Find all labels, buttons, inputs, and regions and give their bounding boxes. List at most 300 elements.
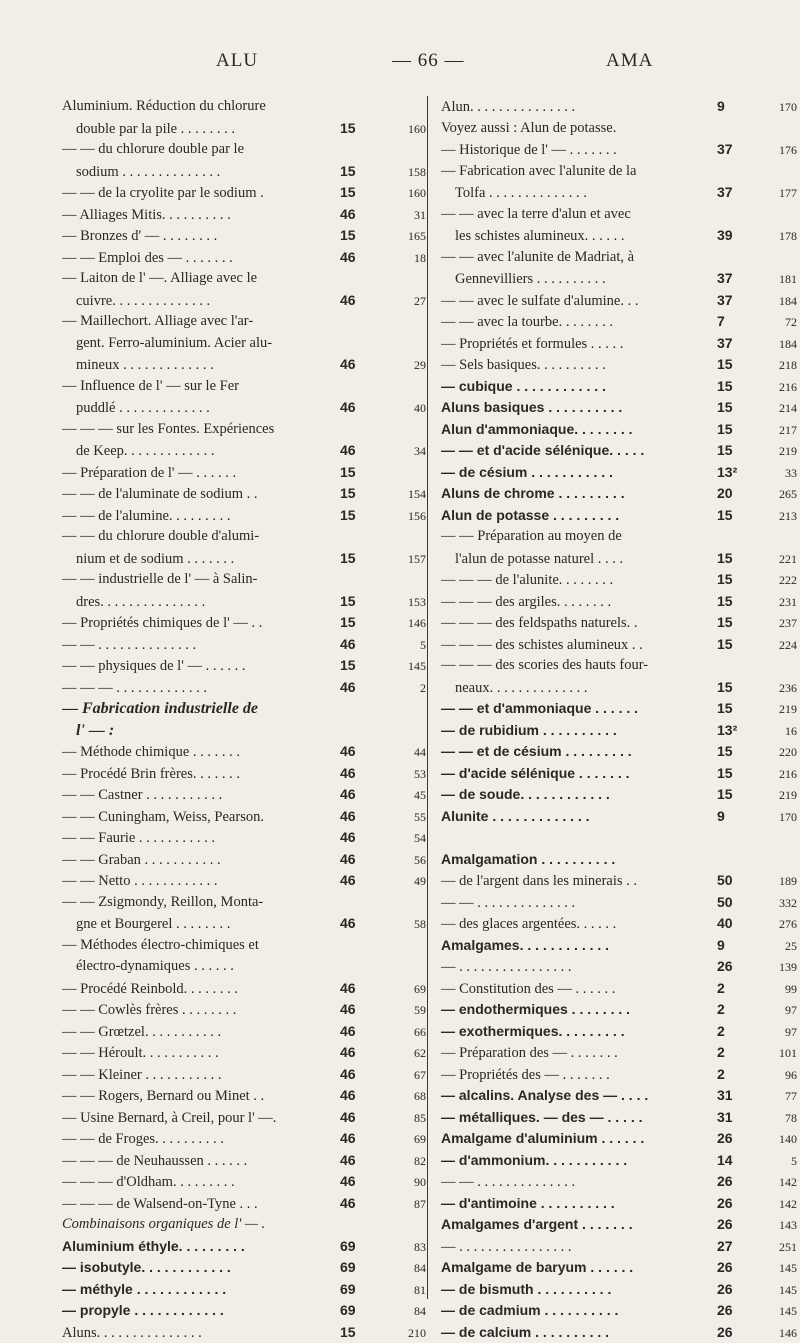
index-entry bbox=[62, 634, 426, 656]
entry-page: 146 bbox=[757, 1323, 797, 1343]
index-entry bbox=[62, 892, 426, 914]
entry-text: — Propriétés des — . . . . . . . bbox=[441, 1065, 717, 1086]
header-right-keyword: AMA bbox=[606, 50, 653, 72]
entry-page: 178 bbox=[757, 226, 797, 247]
index-entry bbox=[62, 1257, 426, 1279]
index-entry bbox=[441, 1193, 797, 1215]
entry-page: 53 bbox=[376, 764, 426, 785]
entry-page: 220 bbox=[757, 742, 797, 763]
index-entry bbox=[62, 956, 426, 978]
entry-volume: 15 bbox=[717, 354, 757, 376]
entry-page: 143 bbox=[757, 1215, 797, 1236]
index-entry bbox=[441, 1257, 797, 1279]
entry-volume: 46 bbox=[340, 1064, 376, 1086]
entry-text: sodium . . . . . . . . . . . . . . bbox=[62, 162, 340, 183]
entry-text: — Laiton de l' —. Alliage avec le bbox=[62, 268, 340, 290]
entry-volume: 46 bbox=[340, 763, 376, 785]
entry-text: — — . . . . . . . . . . . . . . bbox=[62, 635, 340, 656]
entry-page: 59 bbox=[376, 1000, 426, 1021]
entry-page: 87 bbox=[376, 1194, 426, 1215]
entry-volume: 15 bbox=[340, 505, 376, 527]
index-entry bbox=[62, 1085, 426, 1107]
entry-page: 5 bbox=[376, 635, 426, 656]
entry-volume: 46 bbox=[340, 1171, 376, 1193]
index-entry bbox=[62, 182, 426, 204]
entry-text: Aluns basiques . . . . . . . . . . bbox=[441, 397, 717, 419]
entry-text: — — Emploi des — . . . . . . . bbox=[62, 248, 340, 269]
entry-page: 184 bbox=[757, 334, 797, 355]
entry-volume: 15 bbox=[717, 569, 757, 591]
entry-text: — Fabrication industrielle de bbox=[62, 698, 340, 720]
entry-text: — Procédé Reinbold. . . . . . . . bbox=[62, 979, 340, 1000]
entry-text: neaux. . . . . . . . . . . . . . bbox=[441, 678, 717, 699]
entry-text: — — — de Walsend-on-Tyne . . . bbox=[62, 1194, 340, 1215]
entry-page: 265 bbox=[757, 484, 797, 505]
entry-volume: 26 bbox=[717, 1322, 757, 1343]
entry-text: — alcalins. Analyse des — . . . . bbox=[441, 1085, 717, 1107]
entry-page: 96 bbox=[757, 1065, 797, 1086]
entry-volume: 15 bbox=[340, 118, 376, 140]
index-entry bbox=[441, 1064, 797, 1086]
entry-page: 217 bbox=[757, 420, 797, 441]
entry-page: 27 bbox=[376, 291, 426, 312]
entry-text: l' — : bbox=[62, 720, 340, 742]
entry-page: 77 bbox=[757, 1086, 797, 1107]
entry-volume: 46 bbox=[340, 1128, 376, 1150]
index-entry bbox=[441, 139, 797, 161]
entry-text: mineux . . . . . . . . . . . . . bbox=[62, 355, 340, 376]
entry-volume: 46 bbox=[340, 1085, 376, 1107]
entry-text: — Sels basiques. . . . . . . . . . bbox=[441, 355, 717, 376]
entry-volume: 39 bbox=[717, 225, 757, 247]
entry-text: — — Cuningham, Weiss, Pearson. bbox=[62, 807, 340, 828]
entry-volume: 46 bbox=[340, 1150, 376, 1172]
index-entry bbox=[441, 225, 797, 247]
entry-page: 145 bbox=[757, 1280, 797, 1301]
entry-page: 218 bbox=[757, 355, 797, 376]
entry-text: — cubique . . . . . . . . . . . . bbox=[441, 376, 717, 398]
index-entry bbox=[441, 677, 797, 699]
entry-text: — — . . . . . . . . . . . . . . bbox=[441, 893, 717, 914]
index-entry bbox=[62, 118, 426, 140]
entry-page: 156 bbox=[376, 506, 426, 527]
entry-volume: 69 bbox=[340, 1279, 376, 1301]
entry-volume: 2 bbox=[717, 1064, 757, 1086]
entry-text: — exothermiques. . . . . . . . . bbox=[441, 1021, 717, 1043]
entry-page: 58 bbox=[376, 914, 426, 935]
index-entry bbox=[441, 397, 797, 419]
entry-text: Combinaisons organiques de l' — . bbox=[62, 1214, 340, 1236]
entry-volume: 15 bbox=[340, 483, 376, 505]
index-entry bbox=[441, 634, 797, 656]
entry-page: 72 bbox=[757, 312, 797, 333]
entry-text: — — — sur les Fontes. Expériences bbox=[62, 419, 340, 441]
entry-text: les schistes alumineux. . . . . . bbox=[441, 226, 717, 247]
index-entry bbox=[62, 784, 426, 806]
entry-volume: 46 bbox=[340, 204, 376, 226]
entry-text: — — Faurie . . . . . . . . . . . bbox=[62, 828, 340, 849]
index-entry bbox=[441, 376, 797, 398]
entry-text: — — — des argiles. . . . . . . . bbox=[441, 592, 717, 613]
entry-page: 145 bbox=[757, 1301, 797, 1322]
entry-volume: 9 bbox=[717, 806, 757, 828]
entry-text: — — et d'ammoniaque . . . . . . bbox=[441, 698, 717, 720]
index-entry bbox=[441, 1322, 797, 1343]
entry-volume: 15 bbox=[717, 440, 757, 462]
entry-text: dres. . . . . . . . . . . . . . . bbox=[62, 592, 340, 613]
entry-text: — — . . . . . . . . . . . . . . bbox=[441, 1172, 717, 1193]
entry-page: 332 bbox=[757, 893, 797, 914]
entry-text: — — de Froges. . . . . . . . . . bbox=[62, 1129, 340, 1150]
index-entry bbox=[62, 247, 426, 269]
left-index-column bbox=[62, 96, 426, 1343]
entry-volume: 14 bbox=[717, 1150, 757, 1172]
index-entry bbox=[441, 1128, 797, 1150]
entry-text: Aluns de chrome . . . . . . . . . bbox=[441, 483, 717, 505]
index-entry bbox=[441, 96, 797, 118]
entry-volume: 15 bbox=[717, 634, 757, 656]
header-left-keyword: ALU bbox=[216, 50, 258, 72]
entry-page: 142 bbox=[757, 1194, 797, 1215]
entry-page: 214 bbox=[757, 398, 797, 419]
index-entry bbox=[441, 935, 797, 957]
entry-volume: 69 bbox=[340, 1236, 376, 1258]
entry-text: — — de l'alumine. . . . . . . . . bbox=[62, 506, 340, 527]
entry-page: 49 bbox=[376, 871, 426, 892]
entry-volume: 15 bbox=[717, 419, 757, 441]
entry-text: — de césium . . . . . . . . . . . bbox=[441, 462, 717, 484]
entry-volume: 37 bbox=[717, 333, 757, 355]
index-entry bbox=[441, 827, 797, 849]
entry-volume: 2 bbox=[717, 978, 757, 1000]
index-entry bbox=[62, 720, 426, 742]
entry-volume: 46 bbox=[340, 999, 376, 1021]
entry-text: — — avec la tourbe. . . . . . . . bbox=[441, 312, 717, 333]
entry-volume: 15 bbox=[340, 182, 376, 204]
entry-page: 18 bbox=[376, 248, 426, 269]
entry-text: gne et Bourgerel . . . . . . . . bbox=[62, 914, 340, 935]
entry-page: 140 bbox=[757, 1129, 797, 1150]
entry-page: 224 bbox=[757, 635, 797, 656]
entry-page: 66 bbox=[376, 1022, 426, 1043]
index-entry bbox=[441, 999, 797, 1021]
index-entry bbox=[441, 505, 797, 527]
entry-text: Tolfa . . . . . . . . . . . . . . bbox=[441, 183, 717, 204]
entry-page: 25 bbox=[757, 936, 797, 957]
entry-page: 40 bbox=[376, 398, 426, 419]
entry-page: 99 bbox=[757, 979, 797, 1000]
index-entry bbox=[62, 1150, 426, 1172]
entry-volume: 15 bbox=[340, 161, 376, 183]
entry-text: gent. Ferro-aluminium. Acier alu- bbox=[62, 333, 340, 355]
entry-volume: 9 bbox=[717, 935, 757, 957]
entry-text: — de cadmium . . . . . . . . . . bbox=[441, 1300, 717, 1322]
entry-volume: 15 bbox=[717, 612, 757, 634]
entry-page: 219 bbox=[757, 441, 797, 462]
entry-page: 222 bbox=[757, 570, 797, 591]
index-entry bbox=[441, 526, 797, 548]
entry-volume: 46 bbox=[340, 806, 376, 828]
entry-text: — propyle . . . . . . . . . . . . bbox=[62, 1300, 340, 1322]
index-entry bbox=[62, 225, 426, 247]
index-entry bbox=[441, 1300, 797, 1322]
entry-text: — . . . . . . . . . . . . . . . . bbox=[441, 1237, 717, 1258]
entry-text: Amalgame d'aluminium . . . . . . bbox=[441, 1128, 717, 1150]
index-entry bbox=[62, 1042, 426, 1064]
entry-volume: 46 bbox=[340, 913, 376, 935]
entry-text: — endothermiques . . . . . . . . bbox=[441, 999, 717, 1021]
index-entry bbox=[441, 1279, 797, 1301]
index-entry bbox=[441, 462, 797, 484]
entry-volume: 15 bbox=[717, 741, 757, 763]
entry-page: 69 bbox=[376, 1129, 426, 1150]
index-entry bbox=[441, 1042, 797, 1064]
entry-text: Amalgamation . . . . . . . . . . bbox=[441, 849, 717, 871]
index-entry bbox=[62, 978, 426, 1000]
entry-text: électro-dynamiques . . . . . . bbox=[62, 956, 340, 978]
entry-page: 219 bbox=[757, 785, 797, 806]
entry-page: 237 bbox=[757, 613, 797, 634]
entry-text: — méthyle . . . . . . . . . . . . bbox=[62, 1279, 340, 1301]
index-entry bbox=[441, 311, 797, 333]
entry-text: — de soude. . . . . . . . . . . . bbox=[441, 784, 717, 806]
index-entry bbox=[62, 935, 426, 957]
index-entry bbox=[62, 505, 426, 527]
index-entry bbox=[441, 913, 797, 935]
index-entry bbox=[441, 698, 797, 720]
entry-page: 44 bbox=[376, 742, 426, 763]
index-entry bbox=[62, 161, 426, 183]
entry-volume: 46 bbox=[340, 827, 376, 849]
index-entry bbox=[62, 806, 426, 828]
entry-text: Aluminium éthyle. . . . . . . . . bbox=[62, 1236, 340, 1258]
entry-page: 54 bbox=[376, 828, 426, 849]
entry-volume: 46 bbox=[340, 741, 376, 763]
index-entry bbox=[441, 1236, 797, 1258]
entry-volume: 15 bbox=[340, 591, 376, 613]
entry-text: — — Héroult. . . . . . . . . . . bbox=[62, 1043, 340, 1064]
index-entry bbox=[62, 1300, 426, 1322]
entry-text: Gennevilliers . . . . . . . . . . bbox=[441, 269, 717, 290]
entry-volume: 31 bbox=[717, 1085, 757, 1107]
index-entry bbox=[62, 1128, 426, 1150]
entry-volume: 37 bbox=[717, 268, 757, 290]
index-entry bbox=[62, 741, 426, 763]
index-entry bbox=[62, 1107, 426, 1129]
entry-text: — — Grœtzel. . . . . . . . . . . bbox=[62, 1022, 340, 1043]
entry-text: — — Rogers, Bernard ou Minet . . bbox=[62, 1086, 340, 1107]
entry-page: 210 bbox=[376, 1323, 426, 1343]
entry-text: — Préparation des — . . . . . . . bbox=[441, 1043, 717, 1064]
index-entry bbox=[62, 376, 426, 398]
entry-volume: 46 bbox=[340, 247, 376, 269]
index-entry bbox=[441, 118, 797, 140]
entry-text: — — — d'Oldham. . . . . . . . . bbox=[62, 1172, 340, 1193]
index-entry bbox=[441, 440, 797, 462]
index-entry bbox=[62, 462, 426, 484]
index-entry bbox=[441, 419, 797, 441]
entry-text: — — — des feldspaths naturels. . bbox=[441, 613, 717, 634]
index-entry bbox=[441, 548, 797, 570]
index-entry bbox=[62, 96, 426, 118]
entry-text: Aluns. . . . . . . . . . . . . . . bbox=[62, 1323, 340, 1343]
entry-text: — Constitution des — . . . . . . bbox=[441, 979, 717, 1000]
index-entry bbox=[441, 1214, 797, 1236]
entry-volume: 15 bbox=[340, 1322, 376, 1343]
entry-volume: 46 bbox=[340, 440, 376, 462]
entry-page: 189 bbox=[757, 871, 797, 892]
entry-text: — — Graban . . . . . . . . . . . bbox=[62, 850, 340, 871]
entry-page: 251 bbox=[757, 1237, 797, 1258]
index-entry bbox=[441, 268, 797, 290]
entry-page: 165 bbox=[376, 226, 426, 247]
entry-volume: 9 bbox=[717, 96, 757, 118]
entry-text: — Historique de l' — . . . . . . . bbox=[441, 140, 717, 161]
entry-text: — — — . . . . . . . . . . . . . bbox=[62, 678, 340, 699]
entry-volume: 2 bbox=[717, 1021, 757, 1043]
entry-volume: 15 bbox=[717, 376, 757, 398]
index-entry bbox=[441, 290, 797, 312]
index-entry bbox=[441, 247, 797, 269]
entry-text: Alun de potasse . . . . . . . . . bbox=[441, 505, 717, 527]
entry-volume: 37 bbox=[717, 182, 757, 204]
entry-page: 83 bbox=[376, 1237, 426, 1258]
entry-volume: 13² bbox=[717, 462, 757, 484]
entry-volume: 69 bbox=[340, 1300, 376, 1322]
entry-volume: 46 bbox=[340, 677, 376, 699]
entry-text: — — — de l'alunite. . . . . . . . bbox=[441, 570, 717, 591]
entry-page: 90 bbox=[376, 1172, 426, 1193]
entry-volume: 27 bbox=[717, 1236, 757, 1258]
entry-page: 82 bbox=[376, 1151, 426, 1172]
entry-page: 160 bbox=[376, 119, 426, 140]
entry-text: — métalliques. — des — . . . . . bbox=[441, 1107, 717, 1129]
index-entry bbox=[441, 1107, 797, 1129]
entry-volume: 50 bbox=[717, 892, 757, 914]
entry-text: puddlé . . . . . . . . . . . . . bbox=[62, 398, 340, 419]
entry-text: — — du chlorure double par le bbox=[62, 139, 340, 161]
index-entry bbox=[441, 763, 797, 785]
entry-text: — d'antimoine . . . . . . . . . . bbox=[441, 1193, 717, 1215]
entry-page: 157 bbox=[376, 549, 426, 570]
index-entry bbox=[62, 548, 426, 570]
column-divider bbox=[427, 96, 428, 1299]
entry-page: 160 bbox=[376, 183, 426, 204]
index-entry bbox=[62, 1171, 426, 1193]
entry-page: 29 bbox=[376, 355, 426, 376]
entry-volume: 37 bbox=[717, 290, 757, 312]
entry-page: 101 bbox=[757, 1043, 797, 1064]
index-entry bbox=[62, 913, 426, 935]
page-number: — 66 — bbox=[392, 50, 465, 72]
entry-text: — — Netto . . . . . . . . . . . . bbox=[62, 871, 340, 892]
entry-volume: 15 bbox=[717, 763, 757, 785]
entry-page: 146 bbox=[376, 613, 426, 634]
entry-page: 78 bbox=[757, 1108, 797, 1129]
index-entry bbox=[441, 784, 797, 806]
index-entry bbox=[441, 655, 797, 677]
entry-page: 139 bbox=[757, 957, 797, 978]
entry-text: Amalgames d'argent . . . . . . . bbox=[441, 1214, 717, 1236]
entry-volume: 50 bbox=[717, 870, 757, 892]
entry-volume: 26 bbox=[717, 1128, 757, 1150]
index-entry bbox=[441, 483, 797, 505]
index-entry bbox=[62, 655, 426, 677]
entry-page: 33 bbox=[757, 463, 797, 484]
entry-page: 68 bbox=[376, 1086, 426, 1107]
entry-page: 221 bbox=[757, 549, 797, 570]
entry-text: — d'ammonium. . . . . . . . . . . bbox=[441, 1150, 717, 1172]
entry-volume: 46 bbox=[340, 1193, 376, 1215]
entry-page: 231 bbox=[757, 592, 797, 613]
entry-page: 158 bbox=[376, 162, 426, 183]
index-entry bbox=[441, 741, 797, 763]
entry-text: — — Kleiner . . . . . . . . . . . bbox=[62, 1065, 340, 1086]
entry-text: — Bronzes d' — . . . . . . . . bbox=[62, 226, 340, 247]
index-entry bbox=[441, 591, 797, 613]
entry-page: 213 bbox=[757, 506, 797, 527]
index-entry bbox=[62, 999, 426, 1021]
entry-page: 45 bbox=[376, 785, 426, 806]
index-entry bbox=[441, 1150, 797, 1172]
entry-text: — — et de césium . . . . . . . . . bbox=[441, 741, 717, 763]
entry-volume: 15 bbox=[717, 591, 757, 613]
entry-volume: 2 bbox=[717, 1042, 757, 1064]
entry-volume: 15 bbox=[340, 548, 376, 570]
index-entry bbox=[62, 569, 426, 591]
index-entry bbox=[62, 612, 426, 634]
entry-page: 219 bbox=[757, 699, 797, 720]
entry-text: — de bismuth . . . . . . . . . . bbox=[441, 1279, 717, 1301]
entry-volume: 46 bbox=[340, 1021, 376, 1043]
index-entry bbox=[441, 870, 797, 892]
entry-text: l'alun de potasse naturel . . . . bbox=[441, 549, 717, 570]
index-entry bbox=[62, 1279, 426, 1301]
entry-volume: 26 bbox=[717, 1279, 757, 1301]
entry-volume: 15 bbox=[717, 677, 757, 699]
entry-text: Amalgames. . . . . . . . . . . . bbox=[441, 935, 717, 957]
entry-volume: 2 bbox=[717, 999, 757, 1021]
index-entry bbox=[441, 1021, 797, 1043]
entry-text: — Maillechort. Alliage avec l'ar- bbox=[62, 311, 340, 333]
entry-text: — — Préparation au moyen de bbox=[441, 526, 717, 548]
entry-text: — — de l'aluminate de sodium . . bbox=[62, 484, 340, 505]
entry-text: — Préparation de l' — . . . . . . bbox=[62, 463, 340, 484]
entry-volume: 26 bbox=[717, 1193, 757, 1215]
entry-volume: 46 bbox=[340, 849, 376, 871]
entry-volume: 69 bbox=[340, 1257, 376, 1279]
entry-text: — — — de Neuhaussen . . . . . . bbox=[62, 1151, 340, 1172]
entry-page: 276 bbox=[757, 914, 797, 935]
entry-text: — — Cowlès frères . . . . . . . . bbox=[62, 1000, 340, 1021]
entry-volume: 31 bbox=[717, 1107, 757, 1129]
entry-volume: 46 bbox=[340, 978, 376, 1000]
entry-text: Alun. . . . . . . . . . . . . . . bbox=[441, 97, 717, 118]
index-entry bbox=[62, 354, 426, 376]
entry-volume: 40 bbox=[717, 913, 757, 935]
index-entry bbox=[441, 569, 797, 591]
entry-volume: 26 bbox=[717, 1214, 757, 1236]
index-entry bbox=[62, 139, 426, 161]
entry-volume: 46 bbox=[340, 1107, 376, 1129]
entry-text: — de l'argent dans les minerais . . bbox=[441, 871, 717, 892]
entry-volume: 46 bbox=[340, 354, 376, 376]
entry-page: 62 bbox=[376, 1043, 426, 1064]
index-entry bbox=[62, 440, 426, 462]
index-entry bbox=[62, 677, 426, 699]
index-entry bbox=[441, 956, 797, 978]
right-index-column bbox=[441, 96, 797, 1343]
